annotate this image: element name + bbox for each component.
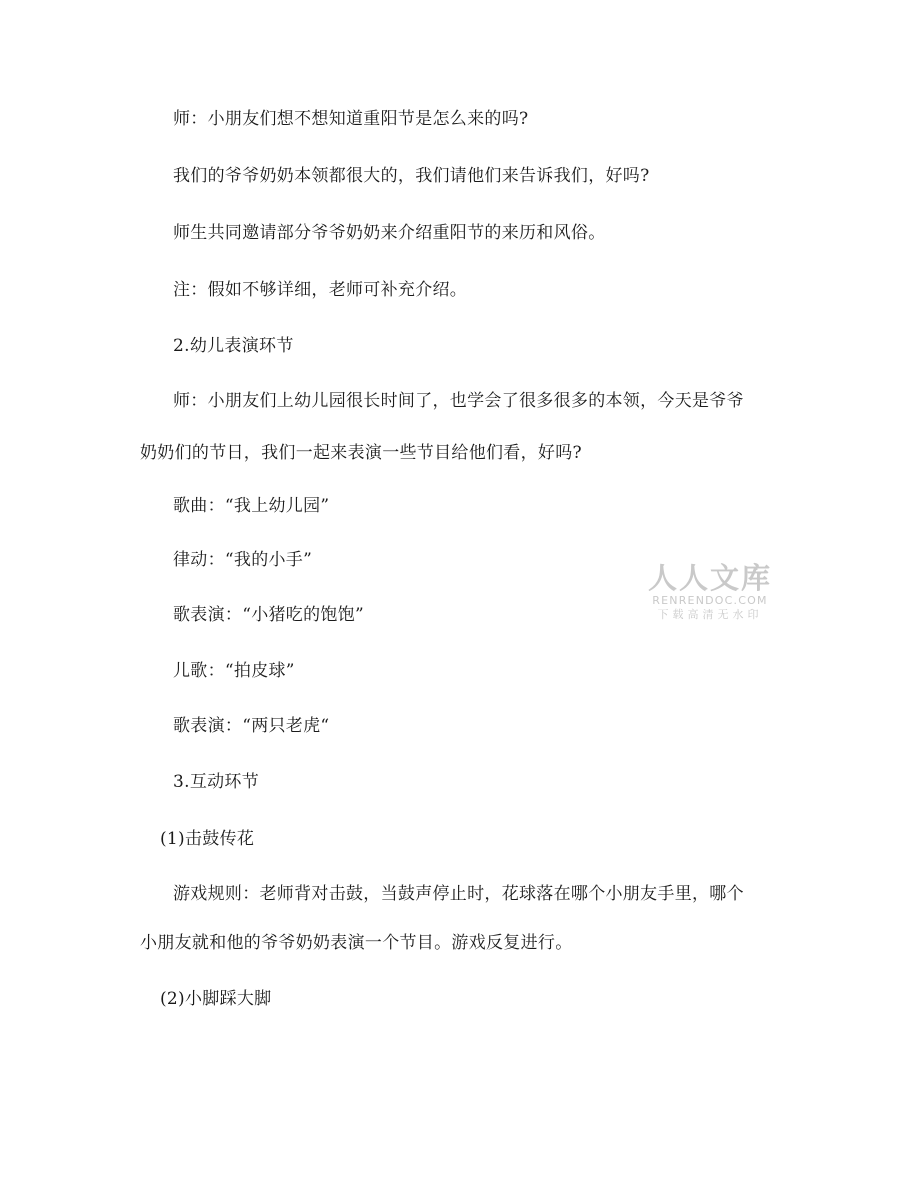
paragraph-line: 师：小朋友们上幼儿园很长时间了，也学会了很多很多的本领，今天是爷爷	[173, 391, 744, 411]
subsection-heading: (2)小脚踩大脚	[160, 989, 272, 1009]
section-heading: 2.幼儿表演环节	[173, 336, 294, 356]
paragraph-line: 小朋友就和他的爷爷奶奶表演一个节目。游戏反复进行。	[140, 933, 573, 953]
paragraph-line: 游戏规则：老师背对击鼓，当鼓声停止时，花球落在哪个小朋友手里，哪个	[173, 884, 744, 904]
section-heading: 3.互动环节	[173, 772, 260, 792]
watermark-note-text: 下载高清无水印	[657, 608, 763, 621]
program-item: 歌表演：“两只老虎“	[173, 716, 330, 736]
program-item: 律动：“我的小手”	[173, 550, 313, 570]
program-item: 儿歌：“拍皮球”	[173, 661, 295, 681]
paragraph-line: 师生共同邀请部分爷爷奶奶来介绍重阳节的来历和风俗。	[173, 223, 606, 243]
watermark-site-text: RENRENDOC.COM	[652, 594, 768, 607]
program-item: 歌表演：“小猪吃的饱饱”	[173, 605, 364, 625]
watermark-logo	[645, 562, 775, 622]
paragraph-line: 注：假如不够详细，老师可补充介绍。	[173, 280, 468, 300]
paragraph-line: 师：小朋友们想不想知道重阳节是怎么来的吗?	[173, 109, 529, 129]
paragraph-line: 我们的爷爷奶奶本领都很大的，我们请他们来告诉我们，好吗?	[173, 166, 650, 186]
subsection-heading: (1)击鼓传花	[160, 829, 255, 849]
watermark-main-text: 人人文库	[647, 561, 772, 595]
program-item: 歌曲：“我上幼儿园”	[173, 496, 330, 516]
paragraph-line: 奶奶们的节日，我们一起来表演一些节目给他们看，好吗?	[140, 443, 582, 463]
